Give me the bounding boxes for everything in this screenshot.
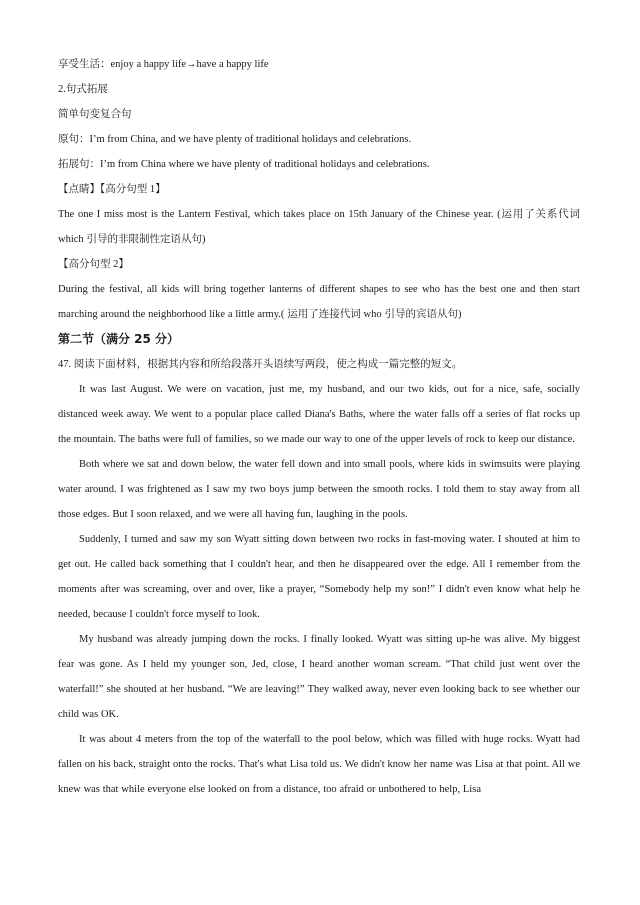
expanded-sentence: 拓展句：I’m from China where we have plenty of traditional holidays and celebrations. — [58, 159, 430, 170]
subheading-simple-to-complex: 简单句变复合句 — [58, 109, 132, 120]
question-prompt: 47. 阅读下面材料，根据其内容和所给段落开头语续写两段，使之构成一篇完整的短文。 — [58, 359, 463, 370]
highlight-sentence-1: The one I miss most is the Lantern Festival, which takes place on 15th January of the Chinese year. (运用了关系代词 which 引导的非限制性定语从句) — [58, 209, 580, 245]
story-paragraph: My husband was already jumping down the rocks. I finally looked. Wyatt was sitting up-he was alive. My biggest fear was gone. As I held my younger son, Jed, close, I heard another woman scream. “That child just went over the waterfall!” she shouted at her husband. “We are leaving!” They walked away, never even looking back to see whether our child was OK. — [58, 634, 580, 720]
highlight-label-2: 【高分句型 2】 — [58, 259, 129, 270]
highlight-label-1: 【点睛】【高分句型 1】 — [58, 184, 166, 195]
story-paragraph: It was about 4 meters from the top of the waterfall to the pool below, which was filled with huge rocks. Wyatt had fallen on his back, straight onto the rocks. That's what Lisa told us. We didn't know her name was Lisa at that point. All we knew was that while everyone else looked on from a distance, too afraid or unbothered to help, Lisa — [58, 734, 580, 795]
section-title: 第二节（满分 25 分） — [58, 332, 180, 346]
highlight-sentence-2: During the festival, all kids will bring together lanterns of different shapes to see who has the best one and then start marching around the neighborhood like a little army.( 运用了连接代词 who 引导的宾语从句) — [58, 284, 580, 320]
subheading-sentence-expansion: 2.句式拓展 — [58, 84, 108, 95]
original-sentence: 原句：I’m from China, and we have plenty of traditional holidays and celebrations. — [58, 134, 412, 145]
document-page — [58, 52, 580, 802]
story-paragraph: It was last August. We were on vacation, just me, my husband, and our two kids, out for a nice, safe, socially distanced week away. We went to a popular place called Diana's Baths, where the water falls off a series of flat rocks up the mountain. The baths were full of families, so we made our way to one of the upper levels of rock to keep our distance. — [58, 384, 580, 445]
story-paragraph: Both where we sat and down below, the water fell down and into small pools, where kids in swimsuits were playing water around. I was frightened as I saw my two boys jump between the smooth rocks. I told them to stay away from all those edges. But I soon relaxed, and we were all having fun, laughing in the pools. — [58, 459, 580, 520]
vocab-line: 享受生活：enjoy a happy life→have a happy life — [58, 59, 269, 70]
story-paragraph: Suddenly, I turned and saw my son Wyatt sitting down between two rocks in fast-moving water. I shouted at him to get out. He called back something that I couldn't hear, and then he disappeared over the edge. All I remember from the moments after was screaming, over and over, like a prayer, “Somebody help my son!” I didn't even know what help he needed, because I couldn't force myself to look. — [58, 534, 580, 620]
